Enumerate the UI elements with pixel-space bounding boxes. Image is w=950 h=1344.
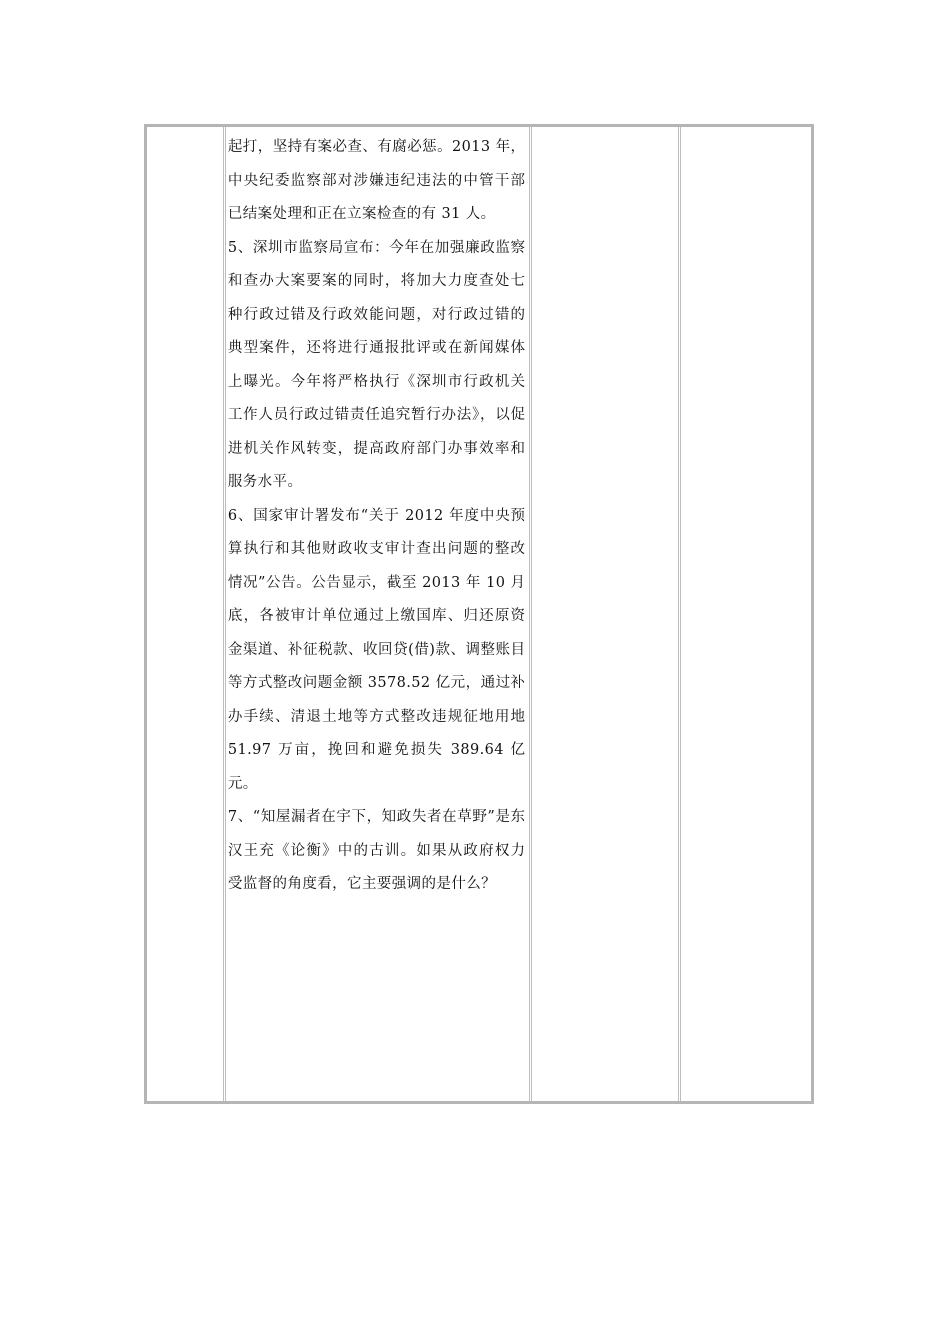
paragraph-item-5: 5、深圳市监察局宣布：今年在加强廉政监察和查办大案要案的同时，将加大力度查处七种行政过错及行政效能问题，对行政过错的典型案件，还将进行通报批评或在新闻媒体上曝光。今年将严格执行《深圳市行政机关工作人员行政过错责任追究暂行办法》，以促进机关作风转变，提高政府部门办事效率和服务水平。 bbox=[227, 239, 526, 490]
table-row bbox=[147, 127, 811, 1101]
table-cell-empty-4 bbox=[678, 127, 811, 1101]
table-cell-content bbox=[223, 127, 530, 1101]
paragraph-1: 起打，坚持有案必查、有腐必惩。2013 年，中央纪委监察部对涉嫌违纪违法的中管干部已结案处理和正在立案检查的有 31 人。 bbox=[227, 139, 526, 222]
document-table bbox=[144, 124, 814, 1104]
paragraph-item-7: 7、“知屋漏者在宇下，知政失者在草野”是东汉王充《论衡》中的古训。如果从政府权力受监督的角度看，它主要强调的是什么？ bbox=[227, 809, 526, 892]
paragraph-item-6: 6、国家审计署发布“关于 2012 年度中央预算执行和其他财政收支审计查出问题的整改情况”公告。公告显示，截至 2013 年 10 月底，各被审计单位通过上缴国库、归还原资金渠道、补征税款、收回贷(借)款、调整账目等方式整改问题金额 3578.52 亿元，通过补办手续、清退土地等方式整改违规征地用地 51.97 万亩，挽回和避免损失 389.64 亿元。 bbox=[227, 507, 526, 792]
table-cell-empty-1 bbox=[147, 127, 223, 1101]
content-text bbox=[226, 127, 530, 902]
table-cell-empty-3 bbox=[529, 127, 678, 1101]
